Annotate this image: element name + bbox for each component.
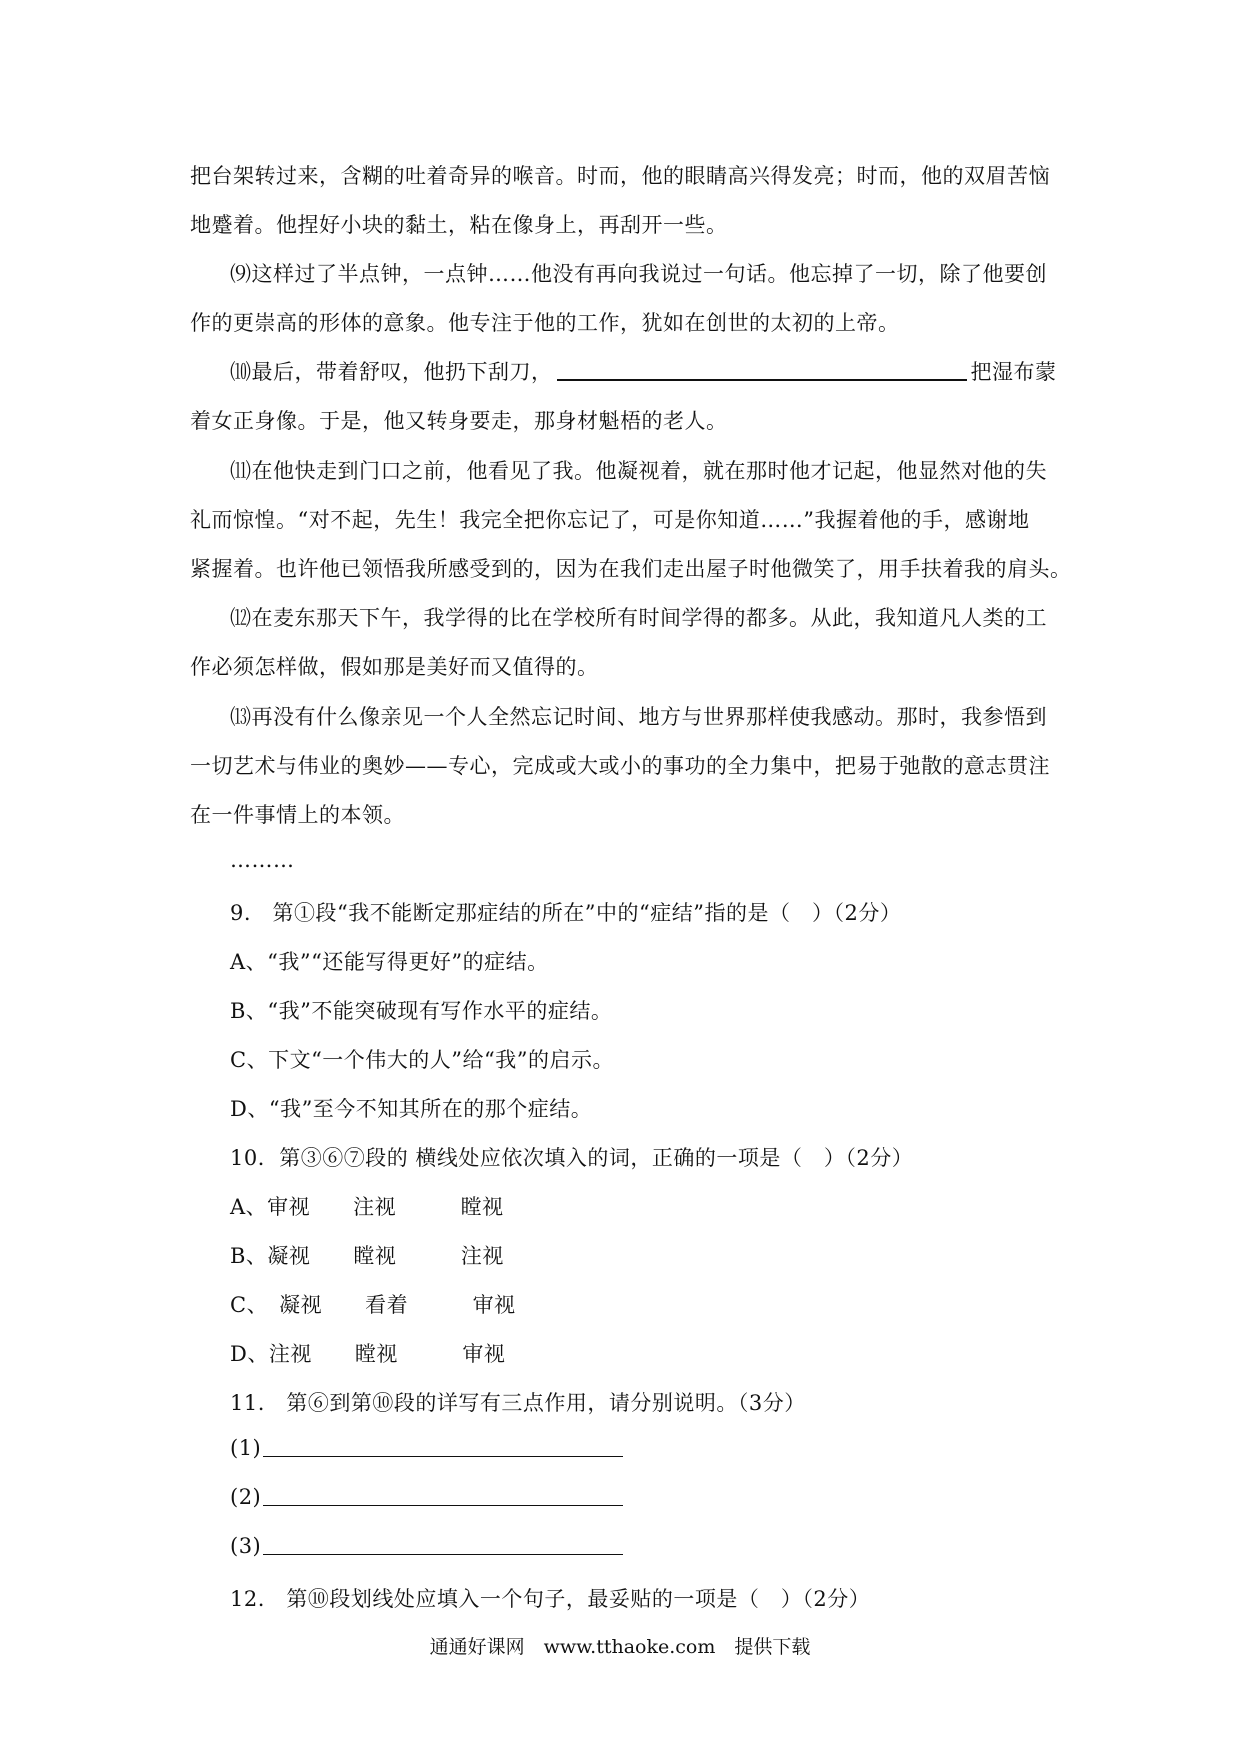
- answer-11-2: [230, 1485, 623, 1509]
- answer-line: [263, 1534, 623, 1555]
- passage-line: 作必须怎样做，假如那是美好而又值得的。: [190, 655, 599, 679]
- option-10-a: A、审视 注视 瞠视: [230, 1195, 504, 1219]
- question-9: 9. 第①段“我不能断定那症结的所在”中的“症结”指的是（ ）（2分）: [230, 901, 902, 925]
- answer-line: [263, 1485, 623, 1506]
- answer-line: [263, 1436, 623, 1457]
- passage-line: 作的更崇高的形体的意象。他专注于他的工作，犹如在创世的太初的上帝。: [190, 311, 900, 335]
- option-10-b: B、凝视 瞠视 注视: [230, 1244, 504, 1268]
- option-9-a: A、“我”“还能写得更好”的症结。: [230, 950, 549, 974]
- answer-label: (3): [230, 1534, 262, 1558]
- option-10-d: D、注视 瞠视 审视: [230, 1342, 506, 1366]
- passage-line: 把台架转过来，含糊的吐着奇异的喉音。时而，他的眼睛高兴得发亮；时而，他的双眉苦恼: [190, 164, 1050, 188]
- paragraph-11: ⑾在他快走到门口之前，他看见了我。他凝视着，就在那时他才记起，他显然对他的失: [230, 459, 1047, 483]
- paragraph-10: [230, 356, 1057, 386]
- passage-line: 礼而惊惶。“对不起，先生！我完全把你忘记了，可是你知道……”我握着他的手，感谢地: [190, 508, 1030, 532]
- option-10-c: C、 凝视 看着 审视: [230, 1293, 516, 1317]
- passage-line: 地蹙着。他捏好小块的黏土，粘在像身上，再刮开一些。: [190, 213, 728, 237]
- option-9-c: C、下文“一个伟大的人”给“我”的启示。: [230, 1048, 615, 1072]
- answer-label: (2): [230, 1485, 262, 1509]
- paragraph-13: ⒀再没有什么像亲见一个人全然忘记时间、地方与世界那样使我感动。那时，我参悟到: [230, 705, 1047, 729]
- fill-blank-line: [557, 359, 967, 381]
- passage-line: 一切艺术与伟业的奥妙——专心，完成或大或小的事功的全力集中，把易于弛散的意志贯注: [190, 754, 1050, 778]
- answer-11-1: [230, 1436, 623, 1460]
- answer-label: (1): [230, 1436, 262, 1460]
- passage-line: 着女正身像。于是，他又转身要走，那身材魁梧的老人。: [190, 409, 728, 433]
- option-9-b: B、“我”不能突破现有写作水平的症结。: [230, 999, 613, 1023]
- paragraph-10-text: ⑽最后，带着舒叹，他扔下刮刀，: [230, 360, 553, 384]
- answer-11-3: [230, 1534, 623, 1558]
- option-9-d: D、“我”至今不知其所在的那个症结。: [230, 1097, 593, 1121]
- paragraph-12: ⑿在麦东那天下午，我学得的比在学校所有时间学得的都多。从此，我知道凡人类的工: [230, 606, 1047, 630]
- paragraph-9: ⑼这样过了半点钟，一点钟……他没有再向我说过一句话。他忘掉了一切，除了他要创: [230, 262, 1047, 286]
- question-10: 10．第③⑥⑦段的 横线处应依次填入的词，正确的一项是（ ）（2分）: [230, 1146, 914, 1170]
- footer-download-note: 通通好课网 www.tthaoke.com 提供下载: [429, 1636, 811, 1658]
- ellipsis: ………: [230, 848, 295, 872]
- question-11: 11. 第⑥到第⑩段的详写有三点作用，请分别说明。（3分）: [230, 1391, 806, 1415]
- passage-line: 在一件事情上的本领。: [190, 803, 405, 827]
- question-12: 12. 第⑩段划线处应填入一个句子，最妥贴的一项是（ ）（2分）: [230, 1587, 871, 1611]
- passage-line: 紧握着。也许他已领悟我所感受到的，因为在我们走出屋子时他微笑了，用手扶着我的肩头。: [190, 557, 1072, 581]
- paragraph-10-text-end: 把湿布蒙: [970, 360, 1057, 384]
